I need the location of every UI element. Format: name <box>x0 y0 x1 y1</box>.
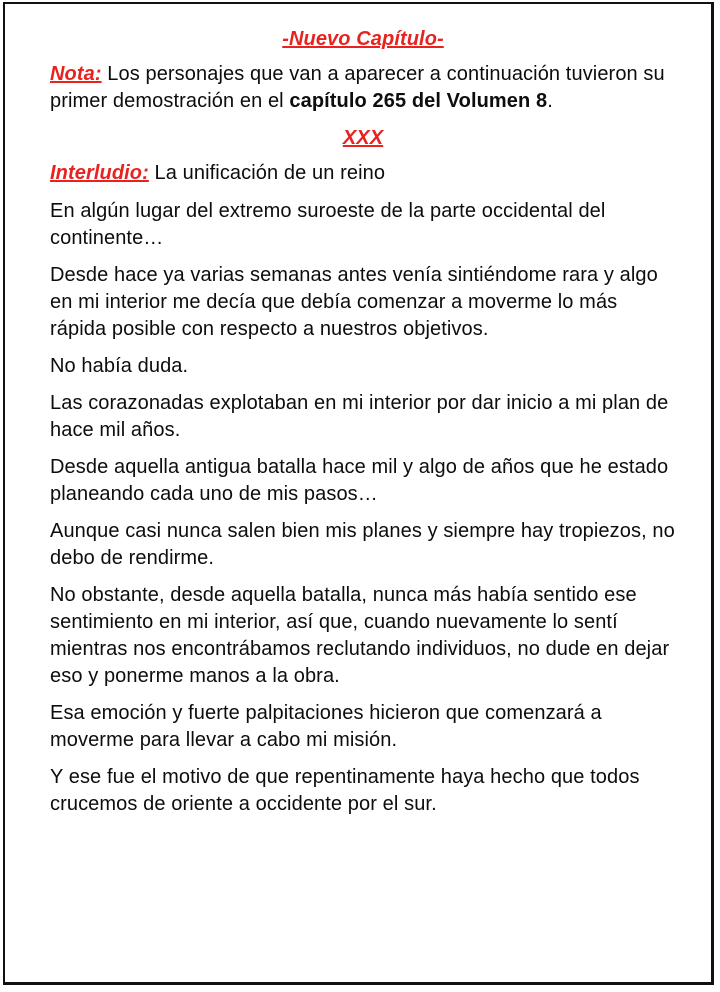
paragraph-1: En algún lugar del extremo suroeste de la parte occidental del continente… <box>50 200 606 249</box>
paragraph-6: Aunque casi nunca salen bien mis planes y siempre hay tropiezos, no debo de rendirme. <box>50 520 675 569</box>
interlude-title: La unificación de un reino <box>148 162 386 184</box>
paragraph-2: Desde hace ya varias semanas antes venía sintiéndome rara y algo en mi interior me decía que debía comenzar a moverme lo más rápida posible con respecto a nuestros objetivos. <box>50 264 658 340</box>
paragraph-9: Y ese fue el motivo de que repentinamente haya hecho que todos crucemos de oriente a occidente por el sur. <box>50 766 640 815</box>
paragraph-3: No había duda. <box>50 355 189 377</box>
note-text-part1: Los personajes que van a aparecer a continuación tuvieron su primer demostración en el <box>50 63 665 112</box>
interlude-label: Interludio: <box>50 162 149 184</box>
note-bold-reference: capítulo 265 del Volumen 8 <box>289 90 548 112</box>
note-label: Nota: <box>50 63 102 85</box>
section-separator: XXX <box>342 127 384 149</box>
paragraph-5: Desde aquella antigua batalla hace mil y algo de años que he estado planeando cada uno de mis pasos… <box>50 456 669 505</box>
note-text-part2: . <box>547 90 553 112</box>
paragraph-8: Esa emoción y fuerte palpitaciones hicieron que comenzará a moverme para llevar a cabo mi misión. <box>50 702 602 751</box>
document-body <box>50 26 676 828</box>
chapter-title: -Nuevo Capítulo- <box>282 28 444 50</box>
note-paragraph <box>50 61 676 115</box>
paragraph-4: Las corazonadas explotaban en mi interior por dar inicio a mi plan de hace mil años. <box>50 392 669 441</box>
interlude-heading <box>50 160 676 187</box>
document-page <box>3 2 714 985</box>
paragraph-7: No obstante, desde aquella batalla, nunca más había sentido ese sentimiento en mi interior, así que, cuando nuevamente lo sentí mientras nos encontrábamos reclutando individuos, no dude en dejar eso y ponerme manos a la obra. <box>50 584 670 687</box>
